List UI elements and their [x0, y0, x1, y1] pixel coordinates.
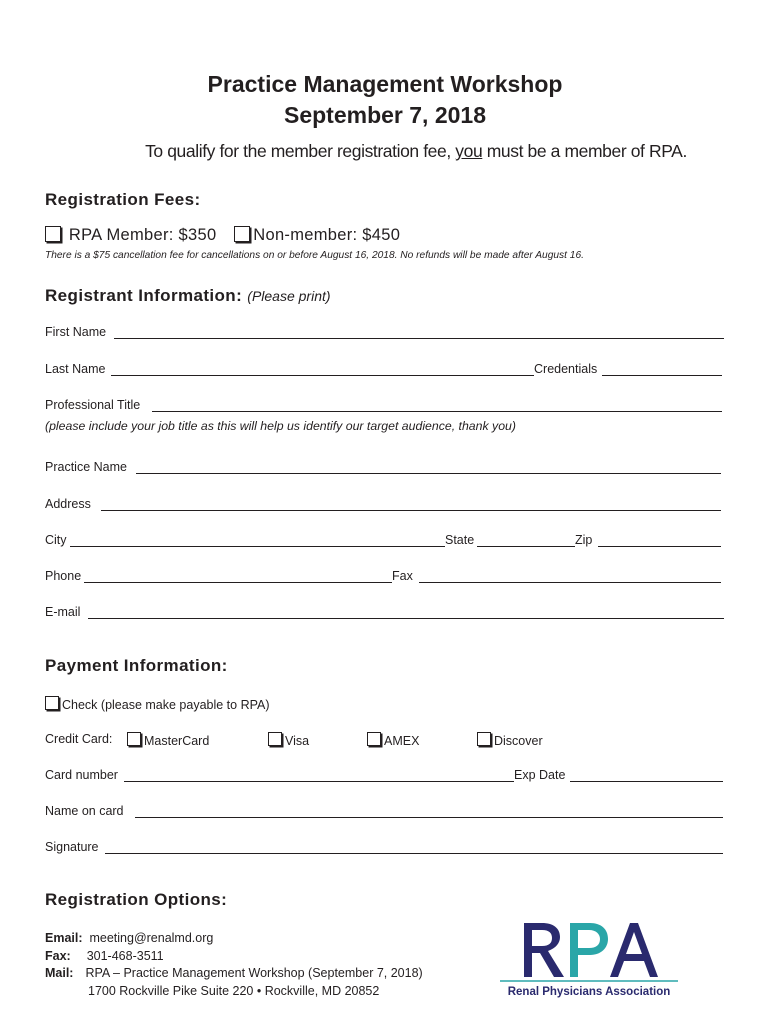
check-option: [45, 696, 270, 712]
nonmember-label: Non-member: $450: [253, 226, 401, 244]
credentials-field[interactable]: [602, 375, 722, 376]
professional-title-label: Professional Title: [45, 398, 141, 412]
zip-field[interactable]: [598, 546, 721, 547]
intro-text: [0, 141, 770, 162]
email-field[interactable]: [88, 618, 724, 619]
city-label: City: [45, 533, 67, 547]
contact-mail: [45, 966, 423, 980]
intro-before: To qualify for the member registration fee,: [145, 141, 456, 161]
options-heading: Registration Options:: [45, 890, 228, 909]
visa-checkbox[interactable]: [268, 732, 282, 746]
fees-heading: Registration Fees:: [45, 190, 201, 209]
discover-checkbox[interactable]: [477, 732, 491, 746]
mastercard-checkbox[interactable]: [127, 732, 141, 746]
address-field[interactable]: [101, 510, 721, 511]
credit-card-label: Credit Card:: [45, 732, 113, 746]
contact-fax: [45, 949, 164, 963]
intro-underlined: you: [455, 141, 483, 161]
professional-title-field[interactable]: [152, 411, 722, 412]
check-checkbox[interactable]: [45, 696, 59, 710]
fax-contact-label: Fax:: [45, 949, 71, 963]
visa-option: [268, 732, 309, 748]
mastercard-label: MasterCard: [144, 734, 210, 748]
email-contact-value[interactable]: meeting@renalmd.org: [89, 931, 214, 945]
registrant-heading-text: Registrant Information:: [45, 286, 243, 305]
amex-option: [367, 732, 419, 748]
last-name-field[interactable]: [111, 375, 534, 376]
card-number-label: Card number: [45, 768, 118, 782]
exp-date-label: Exp Date: [514, 768, 566, 782]
mail-contact-label: Mail:: [45, 966, 74, 980]
fax-field[interactable]: [419, 582, 721, 583]
nonmember-checkbox[interactable]: [234, 226, 250, 242]
visa-label: Visa: [285, 734, 310, 748]
last-name-label: Last Name: [45, 362, 106, 376]
logo-r-shape: [524, 923, 564, 977]
registrant-heading-note: (Please print): [247, 288, 331, 304]
job-title-note: (please include your job title as this will help us identify our target audience, thank you): [45, 419, 516, 433]
exp-date-field[interactable]: [570, 781, 723, 782]
practice-name-field[interactable]: [136, 473, 721, 474]
first-name-label: First Name: [45, 325, 107, 339]
rpa-logo: [498, 915, 680, 1005]
zip-label: Zip: [575, 533, 593, 547]
cancellation-note: There is a $75 cancellation fee for cancellations on or before August 16, 2018. No refunds will be made after August 16.: [45, 250, 584, 261]
contact-email: [45, 931, 213, 945]
card-number-field[interactable]: [124, 781, 514, 782]
practice-name-label: Practice Name: [45, 460, 127, 474]
email-label: E-mail: [45, 605, 81, 619]
phone-field[interactable]: [84, 582, 392, 583]
logo-caption: Renal Physicians Association: [507, 986, 671, 998]
registrant-heading: [45, 286, 331, 306]
logo-p-shape: [570, 923, 608, 977]
signature-label: Signature: [45, 840, 99, 854]
payment-heading: Payment Information:: [45, 656, 228, 675]
fee-options: [45, 226, 400, 245]
mail-line-2: 1700 Rockville Pike Suite 220 • Rockville, MD 20852: [88, 984, 380, 998]
member-label: RPA Member: $350: [68, 226, 217, 244]
address-label: Address: [45, 497, 91, 511]
rpa-logo-graphic: [498, 915, 680, 1005]
signature-field[interactable]: [105, 853, 723, 854]
intro-after: must be a member of RPA.: [482, 141, 687, 161]
state-field[interactable]: [477, 546, 575, 547]
mail-line-1: RPA – Practice Management Workshop (September 7, 2018): [85, 966, 423, 980]
phone-label: Phone: [45, 569, 82, 583]
amex-checkbox[interactable]: [367, 732, 381, 746]
state-label: State: [445, 533, 475, 547]
email-contact-label: Email:: [45, 931, 83, 945]
logo-a-shape: [610, 923, 658, 977]
fax-label: Fax: [392, 569, 413, 583]
fax-contact-value: 301-468-3511: [86, 949, 164, 963]
credentials-label: Credentials: [534, 362, 598, 376]
name-on-card-label: Name on card: [45, 804, 124, 818]
mastercard-option: [127, 732, 209, 748]
page-title: Practice Management Workshop: [207, 71, 563, 97]
discover-label: Discover: [494, 734, 543, 748]
page-date: September 7, 2018: [283, 102, 486, 128]
check-label: Check (please make payable to RPA): [62, 698, 270, 712]
amex-label: AMEX: [384, 734, 420, 748]
name-on-card-field[interactable]: [135, 817, 723, 818]
city-field[interactable]: [70, 546, 445, 547]
discover-option: [477, 732, 543, 748]
first-name-field[interactable]: [114, 338, 724, 339]
member-checkbox[interactable]: [45, 226, 61, 242]
